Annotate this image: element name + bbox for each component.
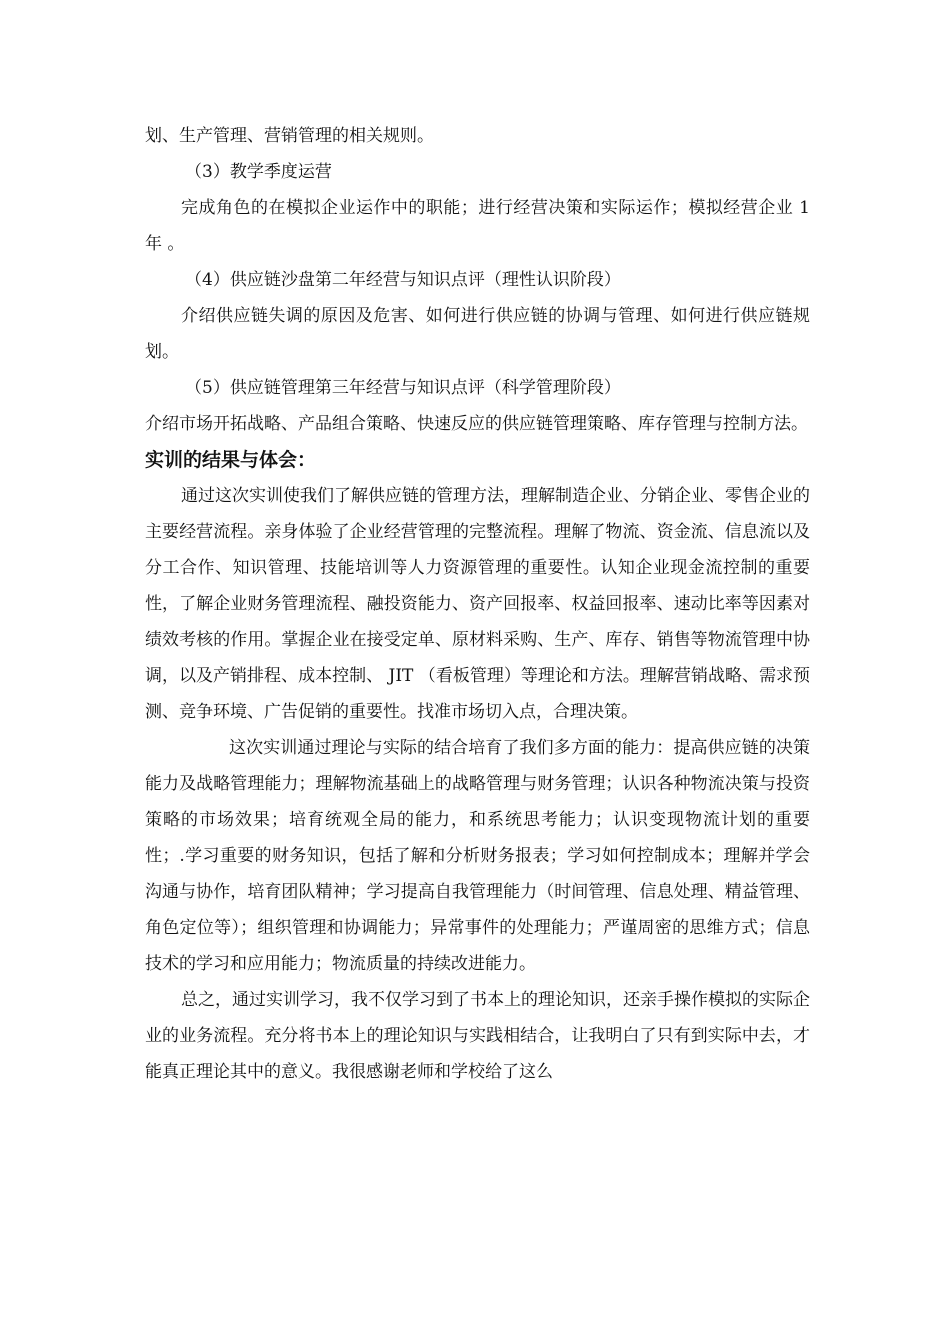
item-5-body: 介绍市场开拓战略、产品组合策略、快速反应的供应链管理策略、库存管理与控制方法。	[145, 414, 808, 434]
item-3-title: （3）教学季度运营	[185, 162, 332, 182]
item-4-body: 介绍供应链失调的原因及危害、如何进行供应链的协调与管理、如何进行供应链规划。	[145, 306, 810, 362]
item-5-title: （5）供应链管理第三年经营与知识点评（科学管理阶段）	[185, 378, 621, 398]
results-paragraph-1: 通过这次实训使我们了解供应链的管理方法，理解制造企业、分销企业、零售企业的主要经营流程。亲身体验了企业经营管理的完整流程。理解了物流、资金流、信息流以及分工合作、知识管理、技能培训等人力资源管理的重要性。认知企业现金流控制的重要性，了解企业财务管理流程、融投资能力、资产回报率、权益回报率、速动比率等因素对绩效考核的作用。掌握企业在接受定单、原材料采购、生产、库存、销售等物流管理中协调，以及产销排程、成本控制、 JIT （看板管理）等理论和方法。理解营销战略、需求预测、竞争环境、广告促销的重要性。找准市场切入点，合理决策。	[145, 486, 810, 722]
item-3-body: 完成角色的在模拟企业运作中的职能；进行经营决策和实际运作；模拟经营企业 1 年 。	[145, 198, 810, 254]
results-paragraph-3: 总之，通过实训学习，我不仅学习到了书本上的理论知识，还亲手操作模拟的实际企业的业务流程。充分将书本上的理论知识与实践相结合，让我明白了只有到实际中去，才能真正理论其中的意义。我很感谢老师和学校给了这么	[145, 990, 810, 1082]
item-4-title: （4）供应链沙盘第二年经营与知识点评（理性认识阶段）	[185, 270, 621, 290]
section-heading: 实训的结果与体会：	[145, 449, 317, 471]
paragraph-continuation: 划、生产管理、营销管理的相关规则。	[145, 126, 434, 146]
results-paragraph-2: 这次实训通过理论与实际的结合培育了我们多方面的能力：提高供应链的决策能力及战略管理能力；理解物流基础上的战略管理与财务管理；认识各种物流决策与投资策略的市场效果；培育统观全局的能力，和系统思考能力；认识变现物流计划的重要性；.学习重要的财务知识，包括了解和分析财务报表；学习如何控制成本；理解并学会沟通与协作，培育团队精神；学习提高自我管理能力（时间管理、信息处理、精益管理、角色定位等）；组织管理和协调能力；异常事件的处理能力；严谨周密的思维方式；信息技术的学习和应用能力；物流质量的持续改进能力。	[145, 738, 810, 974]
document-body	[145, 118, 810, 1090]
